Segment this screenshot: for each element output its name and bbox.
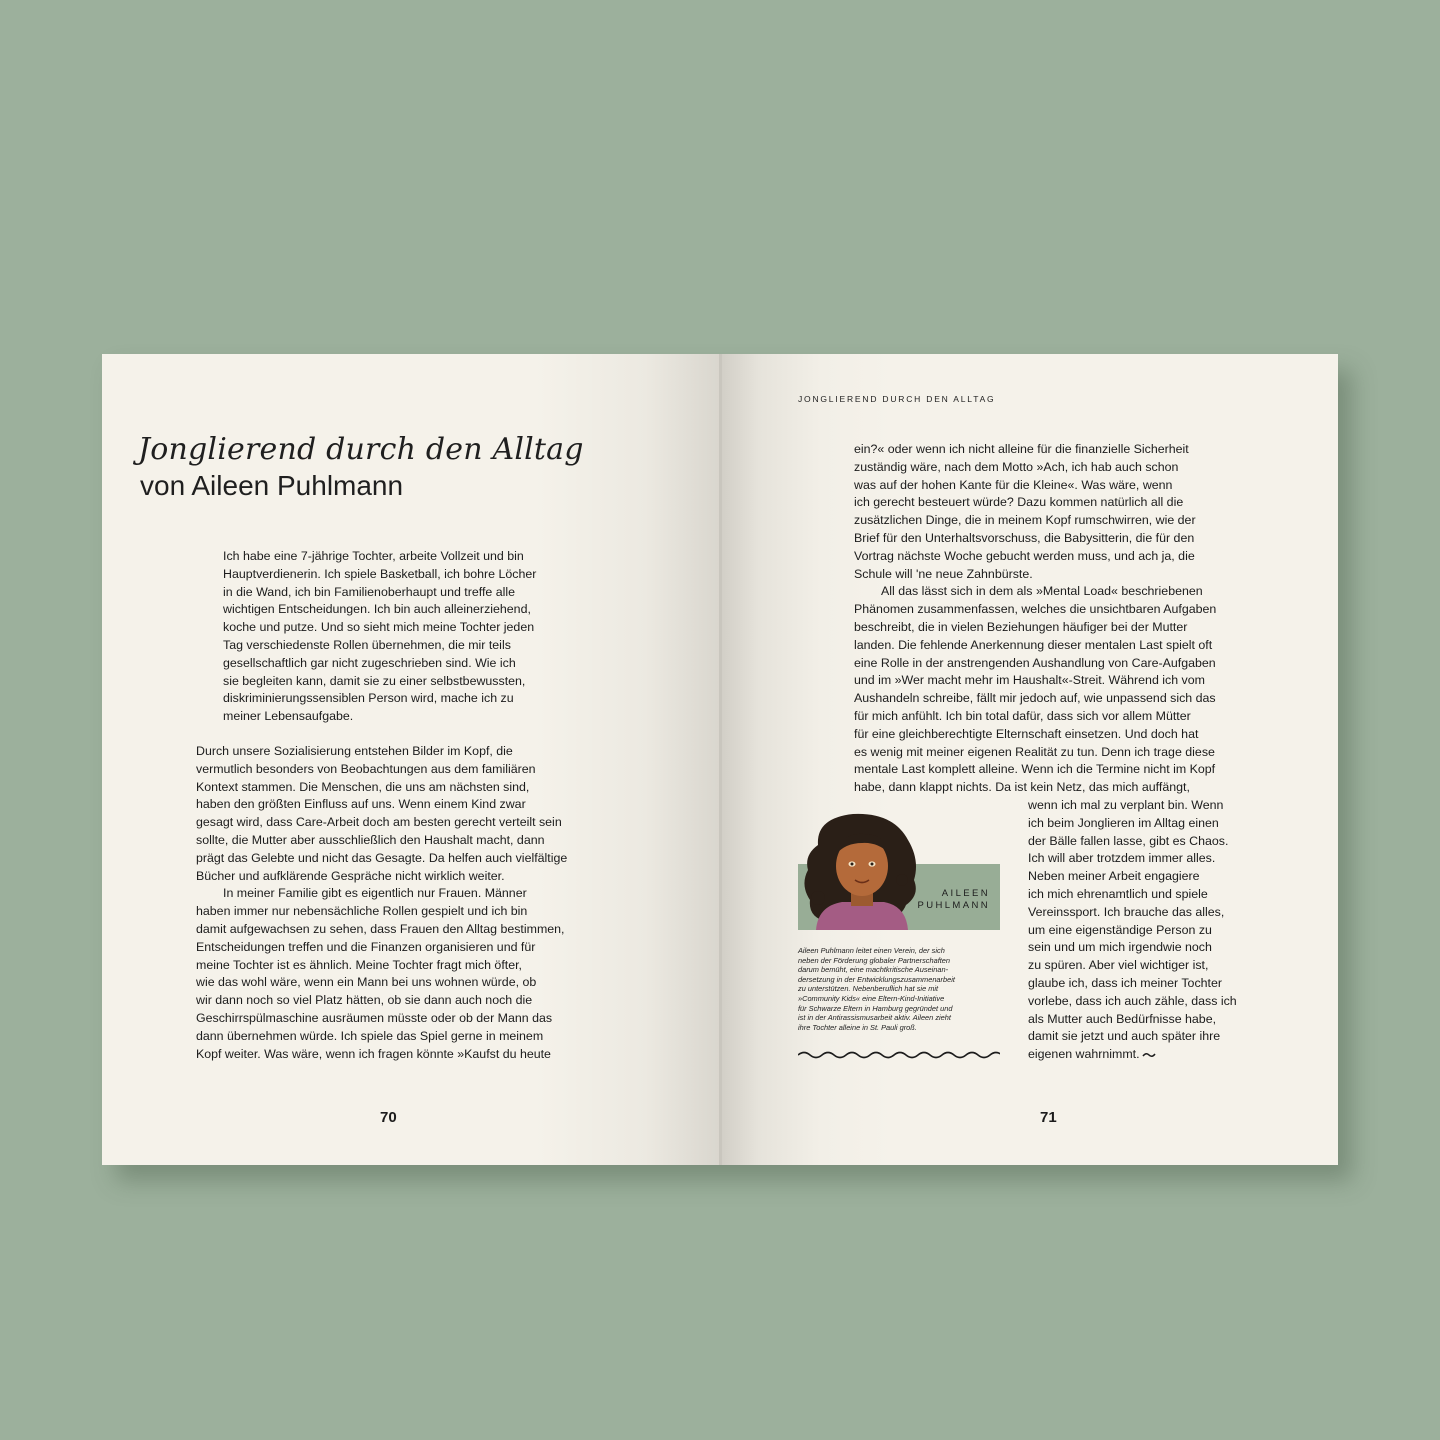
wavy-line-icon [798, 1050, 1000, 1060]
text-line: was auf der hohen Kante für die Kleine«. Was wäre, wenn [854, 477, 1173, 492]
text-line: vorlebe, dass ich auch zähle, dass ich [1028, 993, 1237, 1008]
page-number-right: 71 [1040, 1109, 1057, 1126]
text-line: meiner Lebensaufgabe. [223, 709, 354, 724]
caption-line: zu unterstützen. Nebenberuflich hat sie mit [798, 984, 939, 994]
text-line: wie das wohl wäre, wenn ein Mann bei uns wohnen würde, ob [196, 975, 537, 990]
text-line: mentale Last komplett alleine. Wenn ich die Termine nicht im Kopf [854, 762, 1216, 777]
last-line-text: eigenen wahrnimmt. [1028, 1047, 1140, 1062]
text-line: damit sie jetzt und auch später ihre [1028, 1029, 1221, 1044]
text-line: glaube ich, dass ich meiner Tochter [1028, 975, 1222, 990]
text-line: Neben meiner Arbeit engagiere [1028, 869, 1200, 884]
chapter-title: Jonglierend durch den Alltag [138, 432, 584, 467]
text-line: habe, dann klappt nichts. Da ist kein Netz, das mich auffängt, [854, 780, 1190, 795]
text-line: für eine gleichberechtigte Elternschaft einsetzen. Und doch hat [854, 726, 1199, 741]
text-line: ich mich ehrenamtlich und spiele [1028, 886, 1208, 901]
text-line: beschreibt, die in vielen Beziehungen häufiger bei der Mutter [854, 619, 1188, 634]
book-spread [102, 354, 1338, 1165]
text-line: für mich anfühlt. Ich bin total dafür, dass sich vor allem Mütter [854, 708, 1191, 723]
text-line: gesagt wird, dass Care-Arbeit doch am besten gerecht verteilt sein [196, 815, 562, 830]
caption-line: darum bemüht, eine machtkritische Auseinan- [798, 965, 949, 975]
text-line: In meiner Familie gibt es eigentlich nur Frauen. Männer [223, 886, 527, 901]
text-line: landen. Die fehlende Anerkennung dieser mentalen Last spielt oft [854, 637, 1213, 652]
text-line: dann übernehmen würde. Ich spiele das Spiel gerne in meinem [196, 1028, 544, 1043]
text-line: haben immer nur nebensächliche Rollen gespielt und ich bin [196, 904, 528, 919]
caption-line: ist in der Antirassismusarbeit aktiv. Aileen zieht [798, 1013, 951, 1023]
text-line: haben den größten Einfluss auf uns. Wenn einem Kind zwar [196, 797, 526, 812]
text-line: als Mutter auch Bedürfnisse habe, [1028, 1011, 1217, 1026]
caption-line: dersetzung in der Entwicklungszusammenarbeit [798, 974, 955, 984]
text-line: zusätzlichen Dinge, die in meinem Kopf rumschwirren, wie der [854, 513, 1196, 528]
portrait-name [917, 888, 990, 912]
running-head: JONGLIEREND DURCH DEN ALLTAG [798, 394, 996, 404]
text-line: zu spüren. Aber viel wichtiger ist, [1028, 958, 1209, 973]
text-line: der Bälle fallen lasse, gibt es Chaos. [1028, 833, 1229, 848]
text-line: sein und um mich irgendwie noch [1028, 940, 1212, 955]
text-line: zuständig wäre, nach dem Motto »Ach, ich hab auch schon [854, 459, 1179, 474]
text-line: in die Wand, ich bin Familienoberhaupt und treffe alle [223, 584, 516, 599]
text-line: Kontext stammen. Die Menschen, die uns am nächsten sind, [196, 779, 530, 794]
chapter-author: von Aileen Puhlmann [140, 470, 404, 501]
portrait-caption [798, 946, 998, 1032]
portrait-last-name: PUHLMANN [917, 900, 990, 911]
text-line: vermutlich besonders von Beobachtungen aus dem familiären [196, 761, 536, 776]
page-number-left: 70 [380, 1109, 397, 1126]
text-line: Ich habe eine 7-jährige Tochter, arbeite Vollzeit und bin [223, 549, 524, 563]
body-text-left [196, 743, 567, 1063]
text-line: diskriminierungssensiblen Person wird, mache ich zu [223, 691, 514, 706]
caption-line: für Schwarze Eltern in Hamburg gegründet und [798, 1003, 953, 1013]
text-line: Brief für den Unterhaltsvorschuss, die Babysitterin, die für den [854, 530, 1195, 545]
text-line: ich gerecht besteuert würde? Dazu kommen natürlich all die [854, 495, 1184, 510]
text-line: wenn ich mal zu verplant bin. Wenn [1028, 798, 1224, 812]
text-line: sollte, die Mutter aber ausschließlich den Haushalt macht, dann [196, 832, 545, 847]
text-line: wichtigen Entscheidungen. Ich bin auch alleinerziehend, [223, 602, 531, 617]
text-line: ein?« oder wenn ich nicht alleine für die finanzielle Sicherheit [854, 442, 1189, 456]
tilde-end-mark-icon [1142, 1051, 1156, 1059]
intro-paragraph [223, 548, 536, 726]
text-line: koche und putze. Und so sieht mich meine Tochter jeden [223, 620, 535, 635]
text-line: Vortrag nächste Woche gebucht werden muss, und ach ja, die [854, 548, 1195, 563]
text-line: eine Rolle in der anstrengenden Aushandlung von Care-Aufgaben [854, 655, 1216, 670]
text-line: Hauptverdienerin. Ich spiele Basketball, ich bohre Löcher [223, 566, 537, 581]
text-line: Geschirrspülmaschine ausräumen müsste oder ob der Mann das [196, 1010, 553, 1025]
text-line: gesellschaftlich gar nicht zugeschrieben sind. Wie ich [223, 655, 516, 670]
author-portrait-card [798, 812, 1000, 932]
text-line: sie begleiten kann, damit sie zu einer selbstbewussten, [223, 673, 526, 688]
text-line: Aushandeln schreibe, fällt mir jedoch auf, wie unpassend sich das [854, 691, 1216, 706]
sweater-shape [816, 902, 908, 930]
portrait-first-name: AILEEN [941, 888, 990, 899]
text-line: wir dann noch so viel Platz hätten, ob sie dann auch noch die [196, 993, 533, 1008]
text-line: All das lässt sich in dem als »Mental Load« beschriebenen [881, 584, 1203, 599]
text-line: ich beim Jonglieren im Alltag einen [1028, 815, 1219, 830]
text-line: prägt das Gelebte und nicht das Gesagte. Da helfen auch vielfältige [196, 850, 568, 865]
text-line: um eine eigenständige Person zu [1028, 922, 1212, 937]
right-page [722, 354, 1338, 1165]
text-line: Durch unsere Sozialisierung entstehen Bilder im Kopf, die [196, 744, 513, 758]
caption-line: Aileen Puhlmann leitet einen Verein, der sich [798, 946, 945, 955]
text-line: Tag verschiedenste Rollen übernehmen, die mir teils [223, 637, 511, 652]
text-line: es wenig mit meiner eigenen Realität zu tun. Denn ich trage diese [854, 744, 1215, 759]
caption-line: »Community Kids« eine Eltern-Kind-Initiative [798, 993, 945, 1003]
text-line: Schule will 'ne neue Zahnbürste. [854, 566, 1033, 581]
text-line: damit aufgewachsen zu sehen, dass Frauen den Alltag bestimmen, [196, 921, 565, 936]
text-line: Bücher und aufklärende Gespräche nicht wirklich weiter. [196, 868, 505, 883]
text-line: Phänomen zusammenfassen, welches die unsichtbaren Aufgaben [854, 602, 1217, 617]
body-text-right-column [1028, 797, 1237, 1064]
caption-line: neben der Förderung globaler Partnerschaften [798, 955, 951, 965]
text-line: meine Tochter ist es ähnlich. Meine Tochter fragt mich öfter, [196, 957, 522, 972]
text-line [1028, 1046, 1237, 1064]
text-line: Entscheidungen treffen und die Finanzen organisieren und für [196, 939, 536, 954]
caption-line: ihre Tochter alleine in St. Pauli groß. [798, 1022, 917, 1032]
text-line: Ich will aber trotzdem immer alles. [1028, 851, 1216, 866]
text-line: und im »Wer macht mehr im Haushalt«-Streit. Während ich vom [854, 673, 1205, 688]
text-line: Kopf weiter. Was wäre, wenn ich fragen könnte »Kaufst du heute [196, 1046, 551, 1061]
text-line: Vereinssport. Ich brauche das alles, [1028, 904, 1225, 919]
left-page [102, 354, 720, 1165]
body-text-right [854, 441, 1216, 797]
author-illustration [798, 810, 928, 930]
